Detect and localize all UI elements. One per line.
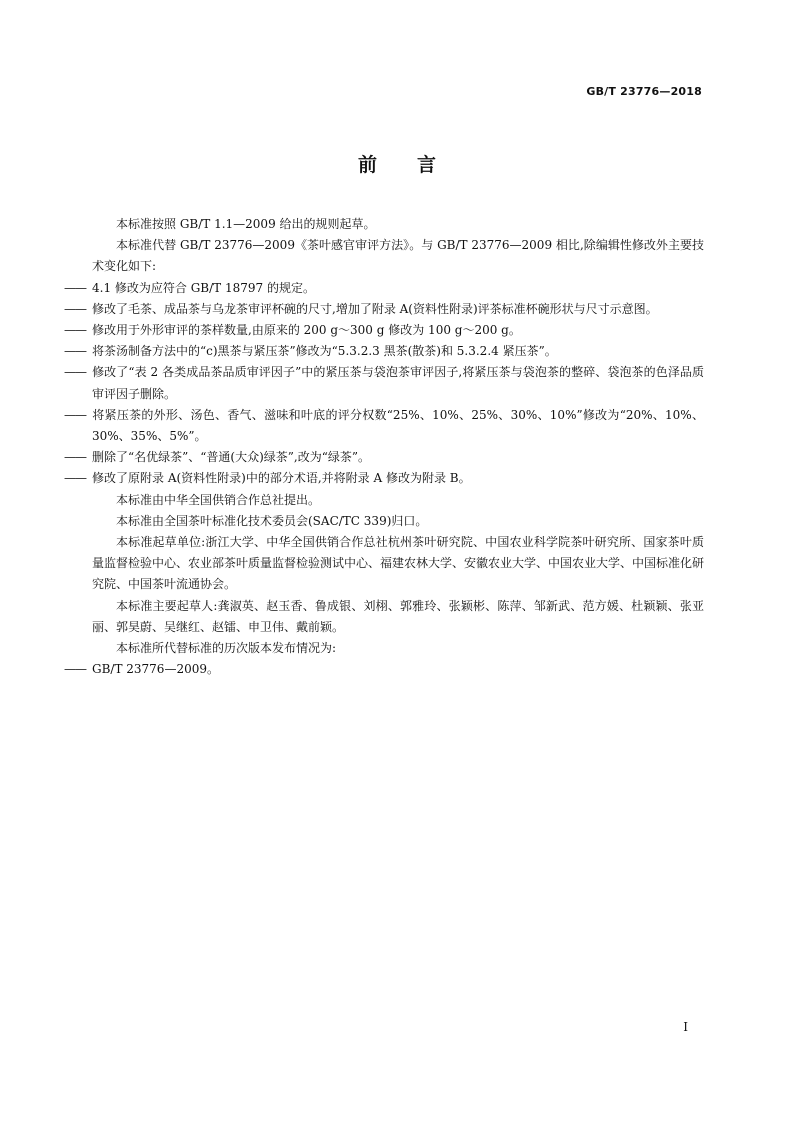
dash-marker: —— [64, 365, 86, 380]
list-item [64, 320, 704, 341]
document-body [64, 214, 705, 680]
dash-marker: —— [64, 407, 86, 422]
list-item-text: 将茶汤制备方法中的“c)黑茶与紧压茶”修改为“5.3.2.3 黑茶(散茶)和 5.3.2.4 紧压茶”。 [92, 344, 557, 359]
page-title: 前言 [357, 154, 476, 176]
list-item-text: 修改了原附录 A(资料性附录)中的部分术语,并将附录 A 修改为附录 B。 [92, 471, 471, 486]
list-item-text: 删除了“名优绿茶”、“普通(大众)绿茶”,改为“绿茶”。 [92, 450, 370, 465]
list-item [64, 362, 704, 404]
list-item-text: 修改了“表 2 各类成品茶品质审评因子”中的紧压茶与袋泡茶审评因子,将紧压茶与袋泡茶的整碎、袋泡茶的色泽品质审评因子删除。 [92, 365, 704, 401]
paragraph-proposed-by: 本标准由中华全国供销合作总社提出。 [116, 492, 321, 507]
paragraph-drafting-units: 本标准起草单位:浙江大学、中华全国供销合作总社杭州茶叶研究院、中国农业科学院茶叶研究所、国家茶叶质量监督检验中心、农业部茶叶质量监督检验测试中心、福建农林大学、安徽农业大学、中国农业大学、中国标准化研究院、中国茶叶流通协会。 [92, 535, 705, 592]
list-item [64, 278, 704, 299]
dash-marker: —— [64, 301, 86, 316]
list-item [64, 447, 704, 468]
list-item [64, 341, 704, 362]
paragraph-main-drafters: 本标准主要起草人:龚淑英、赵玉香、鲁成银、刘栩、郭雅玲、张颖彬、陈萍、邹新武、范方媛、杜颖颖、张亚丽、郭昊蔚、吴继红、赵镭、申卫伟、戴前颖。 [92, 598, 704, 634]
list-item [64, 405, 704, 447]
list-item [64, 299, 704, 320]
history-item-text: GB/T 23776—2009。 [92, 662, 219, 677]
dash-marker: —— [64, 280, 86, 295]
list-item-text: 修改用于外形审评的茶样数量,由原来的 200 g～300 g 修改为 100 g～200 g。 [92, 323, 521, 338]
dash-marker: —— [64, 662, 86, 677]
list-item-text: 修改了毛茶、成品茶与乌龙茶审评杯碗的尺寸,增加了附录 A(资料性附录)评茶标准杯碗形状与尺寸示意图。 [92, 301, 658, 316]
standard-number: GB/T 23776—2018 [586, 85, 702, 98]
page-number: I [683, 1020, 688, 1034]
list-item [64, 468, 704, 489]
paragraph-under-jurisdiction: 本标准由全国茶叶标准化技术委员会(SAC/TC 339)归口。 [116, 513, 428, 528]
paragraph-drafting-rules: 本标准按照 GB/T 1.1—2009 给出的规则起草。 [116, 217, 376, 231]
list-item-text: 4.1 修改为应符合 GB/T 18797 的规定。 [92, 280, 315, 295]
paragraph-history-intro: 本标准所代替标准的历次版本发布情况为: [116, 641, 337, 656]
paragraph-replacement: 本标准代替 GB/T 23776—2009《茶叶感官审评方法》。与 GB/T 23776—2009 相比,除编辑性修改外主要技术变化如下: [92, 238, 704, 274]
history-item [64, 659, 704, 680]
dash-marker: —— [64, 323, 86, 338]
list-item-text: 将紧压茶的外形、汤色、香气、滋味和叶底的评分权数“25%、10%、25%、30%、10%”修改为“20%、10%、30%、35%、5%”。 [92, 407, 704, 444]
dash-marker: —— [64, 450, 86, 465]
dash-marker: —— [64, 471, 86, 486]
dash-marker: —— [64, 344, 86, 359]
